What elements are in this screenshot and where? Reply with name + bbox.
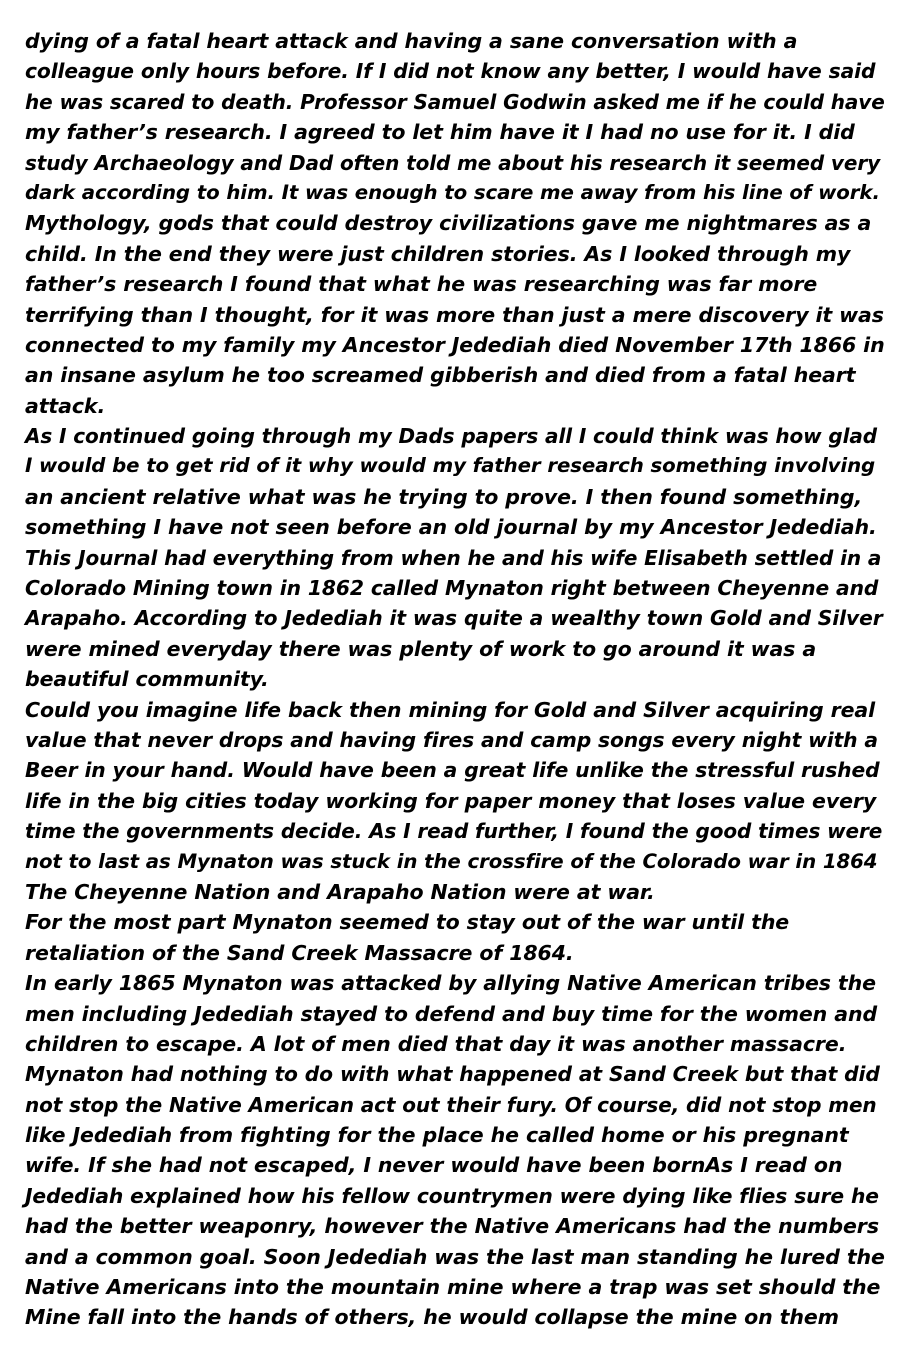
text-line: The Cheyenne Nation and Arapaho Nation were at war. xyxy=(25,879,655,904)
text-line: child. In the end they were just children stories. As I looked through my xyxy=(25,241,851,266)
text-line: father’s research I found that what he was researching was far more xyxy=(25,272,818,297)
text-line: This Journal had everything from when he and his wife Elisabeth settled in a xyxy=(25,545,882,570)
text-line: retaliation of the Sand Creek Massacre of 1864. xyxy=(25,940,574,965)
text-line: had the better weaponry, however the Native Americans had the numbers xyxy=(25,1214,879,1239)
text-line: Beer in your hand. Would have been a great life unlike the stressful rushed xyxy=(25,758,880,783)
text-line: men including Jedediah stayed to defend and buy time for the women and xyxy=(25,1001,878,1026)
text-line: For the most part Mynaton seemed to stay out of the war until the xyxy=(25,910,790,935)
text-line: like Jedediah from fighting for the place he called home or his pregnant xyxy=(25,1123,849,1148)
text-line: not stop the Native American act out their fury. Of course, did not stop men xyxy=(25,1092,877,1117)
text-line: dark according to him. It was enough to scare me away from his line of work. xyxy=(25,180,880,204)
text-line: and a common goal. Soon Jedediah was the last man standing he lured the xyxy=(25,1244,885,1269)
text-line: Native Americans into the mountain mine where a trap was set should the xyxy=(25,1275,881,1300)
text-line: value that never drops and having fires and camp songs every night with a xyxy=(25,727,878,752)
text-line: connected to my family my Ancestor Jedediah died November 17th 1866 in xyxy=(25,332,885,357)
text-line: Arapaho. According to Jedediah it was quite a wealthy town Gold and Silver xyxy=(25,606,883,631)
text-line: In early 1865 Mynaton was attacked by allying Native American tribes the xyxy=(25,971,876,996)
text-line: time the governments decide. As I read further, I found the good times were xyxy=(25,819,883,844)
text-line: Colorado Mining town in 1862 called Mynaton right between Cheyenne and xyxy=(25,576,879,601)
text-line: As I continued going through my Dads papers all I could think was how glad xyxy=(25,424,877,449)
text-line: something I have not seen before an old journal by my Ancestor Jedediah. xyxy=(25,515,877,540)
text-line: my father’s research. I agreed to let him have it I had no use for it. I did xyxy=(25,120,855,145)
text-line: children to escape. A lot of men died that day it was another massacre. xyxy=(25,1031,847,1056)
document-text xyxy=(25,26,885,1330)
text-line: colleague only hours before. If I did not know any better, I would have said xyxy=(25,59,876,84)
text-line: wife. If she had not escaped, I never would have been bornAs I read on xyxy=(25,1153,843,1178)
text-line: I would be to get rid of it why would my father research something involving xyxy=(25,454,876,478)
text-line: were mined everyday there was plenty of work to go around it was a xyxy=(25,636,817,661)
text-line: life in the big cities today working for paper money that loses value every xyxy=(25,788,877,813)
text-line: attack. xyxy=(25,393,106,418)
text-line: an ancient relative what was he trying to prove. I then found something, xyxy=(25,484,863,509)
text-line: not to last as Mynaton was stuck in the crossfire of the Colorado war in 1864 xyxy=(25,849,878,873)
text-line: Mine fall into the hands of others, he would collapse the mine on them xyxy=(25,1305,839,1330)
text-line: study Archaeology and Dad often told me about his research it seemed very xyxy=(25,150,881,175)
text-line: terrifying than I thought, for it was more than just a mere discovery it was xyxy=(25,302,884,327)
text-line: he was scared to death. Professor Samuel Godwin asked me if he could have xyxy=(25,89,885,114)
text-line: Jedediah explained how his fellow countrymen were dying like flies sure he xyxy=(25,1183,879,1208)
text-line: an insane asylum he too screamed gibberish and died from a fatal heart xyxy=(25,363,856,388)
text-line: Mythology, gods that could destroy civilizations gave me nightmares as a xyxy=(25,211,872,236)
text-line: beautiful community. xyxy=(25,667,269,692)
text-line: Could you imagine life back then mining for Gold and Silver acquiring real xyxy=(25,697,876,722)
text-line: dying of a fatal heart attack and having a sane conversation with a xyxy=(25,29,798,53)
text-line: Mynaton had nothing to do with what happened at Sand Creek but that did xyxy=(25,1062,880,1087)
